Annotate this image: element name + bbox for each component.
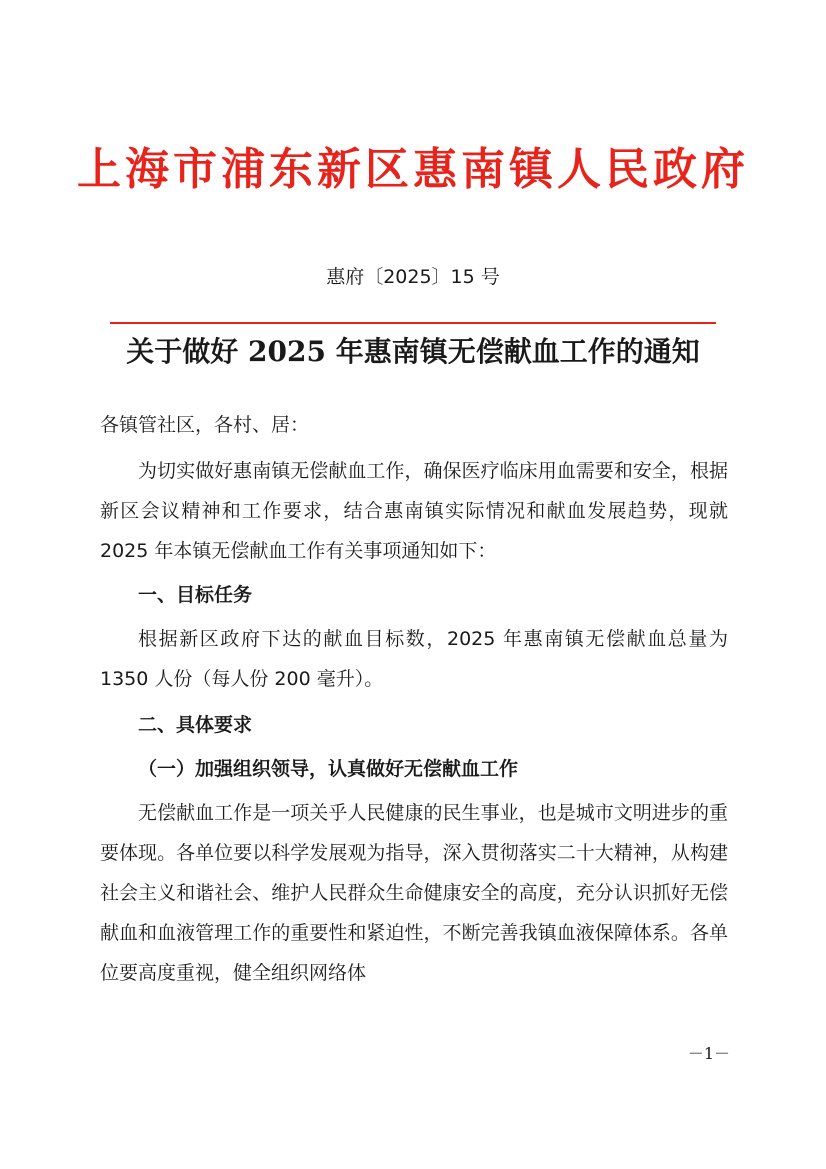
document-body xyxy=(100,405,728,993)
page-number: －1－ xyxy=(687,1044,730,1063)
issuer-title: 上海市浦东新区惠南镇人民政府 xyxy=(77,144,749,195)
section2-heading: 二、具体要求 xyxy=(138,714,253,736)
section1-paragraph: 根据新区政府下达的献血目标数，2025 年惠南镇无偿献血总量为 1350 人份（每人份 200 毫升）。 xyxy=(100,628,728,690)
notice-title: 关于做好 2025 年惠南镇无偿献血工作的通知 xyxy=(126,335,700,368)
section1-heading: 一、目标任务 xyxy=(138,584,253,606)
red-divider xyxy=(110,322,716,324)
document-number: 惠府〔2025〕15 号 xyxy=(326,266,500,288)
section2-paragraph: 无偿献血工作是一项关乎人民健康的民生事业，也是城市文明进步的重要体现。各单位要以科学发展观为指导，深入贯彻落实二十大精神，从构建社会主义和谐社会、维护人民群众生命健康安全的高度，充分认识抓好无偿献血和血液管理工作的重要性和紧迫性，不断完善我镇血液保障体系。各单位要高度重视，健全组织网络体 xyxy=(100,802,728,984)
section2-subheading: （一）加强组织领导，认真做好无偿献血工作 xyxy=(138,758,519,780)
salutation: 各镇管社区，各村、居： xyxy=(100,414,310,436)
intro-paragraph: 为切实做好惠南镇无偿献血工作，确保医疗临床用血需要和安全，根据新区会议精神和工作要求，结合惠南镇实际情况和献血发展趋势，现就 2025 年本镇无偿献血工作有关事项通知如下： xyxy=(100,460,728,562)
